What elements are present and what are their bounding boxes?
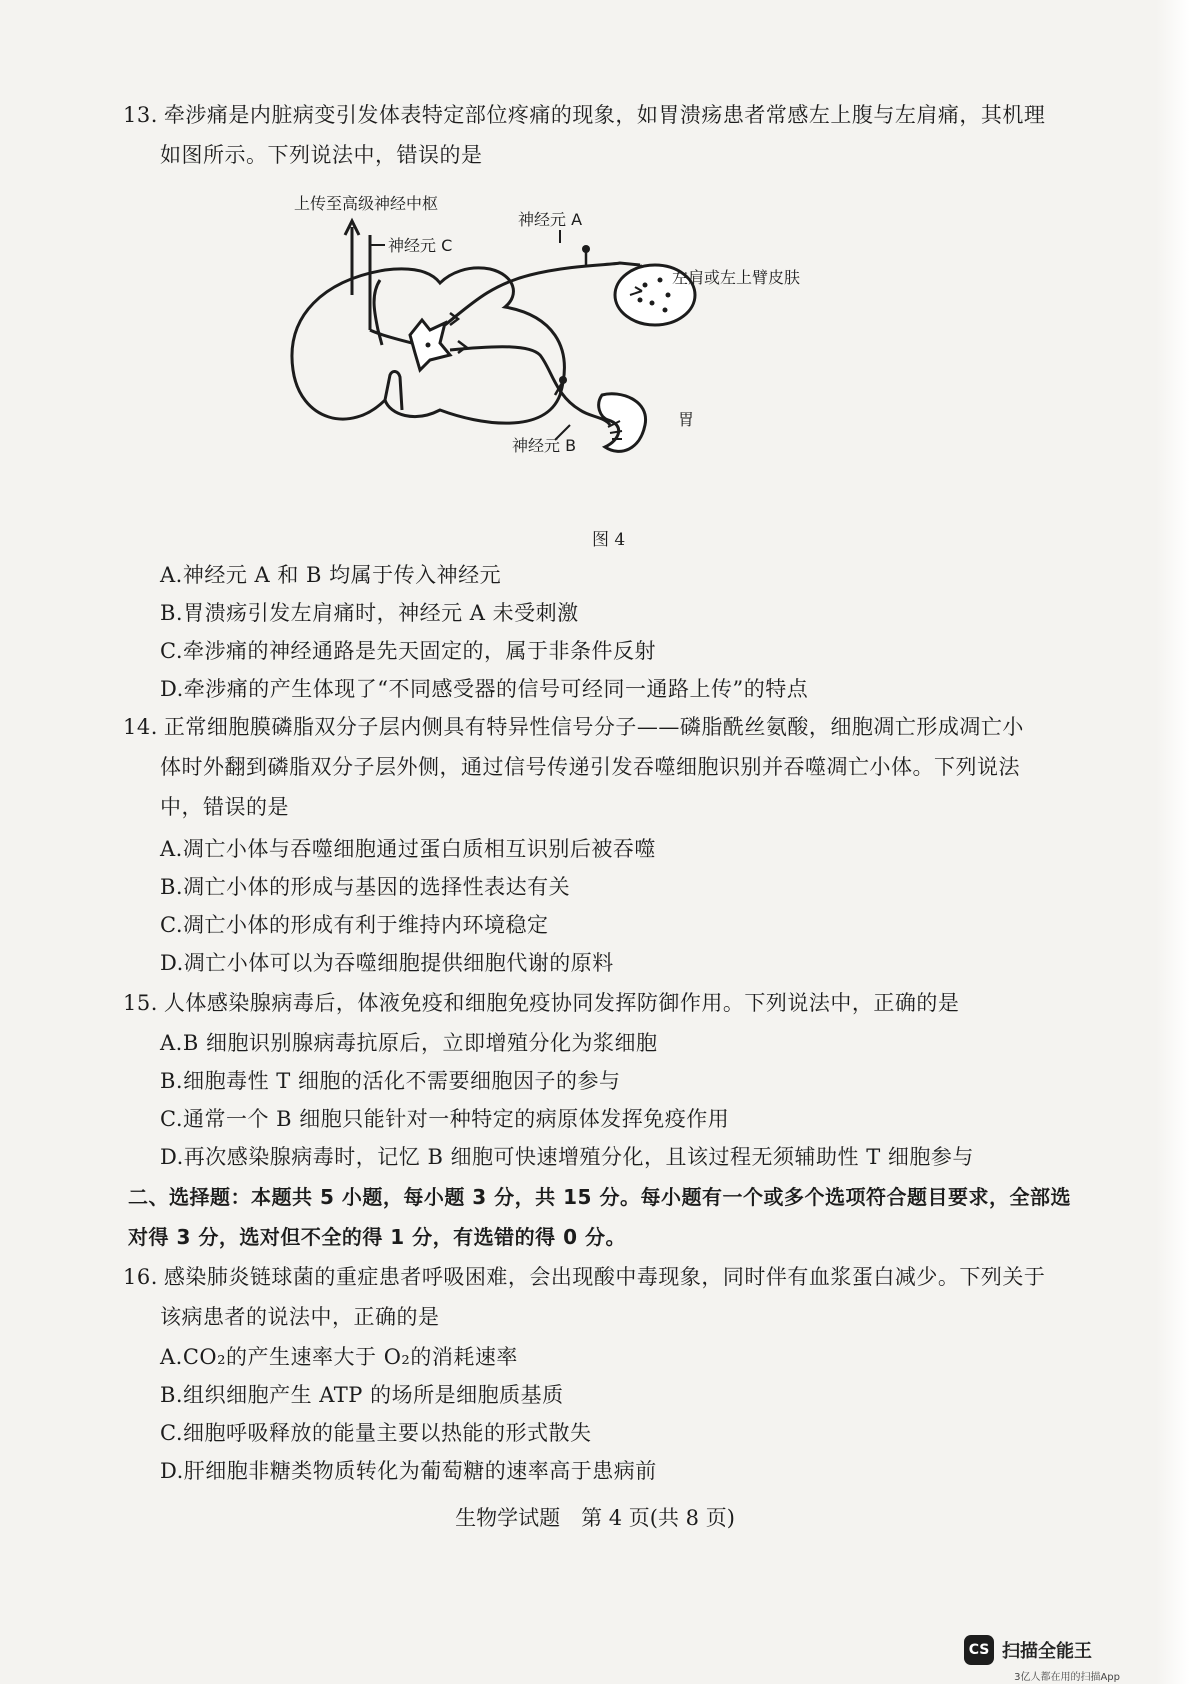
section2-line2: 对得 3 分，选对但不全的得 1 分，有选错的得 0 分。 [128,1225,627,1249]
q14-option-d: D.凋亡小体可以为吞噬细胞提供细胞代谢的原料 [160,951,614,975]
q13-number: 13. [123,103,158,127]
neuron-b-fiber [450,347,610,425]
scanner-app-name: 扫描全能王 [1002,1641,1092,1662]
scan-edge [1156,0,1190,1684]
q16-option-d: D.肝细胞非糖类物质转化为葡萄糖的速率高于患病前 [160,1459,657,1483]
page-footer: 生物学试题 第 4 页(共 8 页) [455,1506,735,1530]
scanner-tagline: 3亿人都在用的扫描App [1014,1672,1120,1683]
q13-option-b: B.胃溃疡引发左肩痛时，神经元 A 未受刺激 [160,601,579,625]
q16-option-a: A.CO₂的产生速率大于 O₂的消耗速率 [160,1345,518,1369]
cs-logo-icon: CS [964,1635,994,1665]
section2-line1: 二、选择题：本题共 5 小题，每小题 3 分，共 15 分。每小题有一个或多个选项符合题目要求，全部选 [128,1185,1071,1209]
q14-option-b: B.凋亡小体的形成与基因的选择性表达有关 [160,875,571,899]
label-up: 上传至高级神经中枢 [294,195,439,213]
label-neuron-a: 神经元 A [518,210,583,229]
q13-stem-line1: 13. 牵涉痛是内脏病变引发体表特定部位疼痛的现象，如胃溃疡患者常感左上腹与左肩痛，其机理 [123,103,1046,127]
q14-stem-line2: 体时外翻到磷脂双分子层外侧，通过信号传递引发吞噬细胞识别并吞噬凋亡小体。下列说法 [160,755,1020,779]
q13-stem-line2: 如图所示。下列说法中，错误的是 [160,143,483,167]
q16-stem-line2: 该病患者的说法中，正确的是 [160,1305,440,1329]
figure-caption: 图 4 [592,530,626,550]
q15-option-c: C.通常一个 B 细胞只能针对一种特定的病原体发挥免疫作用 [160,1107,730,1131]
label-skin: 左肩或左上臂皮肤 [672,268,801,287]
q13-option-c: C.牵涉痛的神经通路是先天固定的，属于非条件反射 [160,639,656,663]
q15-number: 15. [123,991,158,1015]
q15-option-b: B.细胞毒性 T 细胞的活化不需要细胞因子的参与 [160,1069,621,1093]
q15-option-a: A.B 细胞识别腺病毒抗原后，立即增殖分化为浆细胞 [160,1031,658,1055]
q13-option-a: A.神经元 A 和 B 均属于传入神经元 [160,563,502,587]
scanner-watermark [964,1635,1092,1665]
q15-option-d: D.再次感染腺病毒时，记忆 B 细胞可快速增殖分化，且该过程无须辅助性 T 细胞参与 [160,1145,974,1169]
q14-option-a: A.凋亡小体与吞噬细胞通过蛋白质相互识别后被吞噬 [160,837,656,861]
q13-option-d: D.牵涉痛的产生体现了“不同感受器的信号可经同一通路上传”的特点 [160,677,809,701]
q16-stem-line1: 16. 感染肺炎链球菌的重症患者呼吸困难，会出现酸中毒现象，同时伴有血浆蛋白减少。下列关于 [123,1265,1046,1289]
q14-stem-line3: 中，错误的是 [160,795,289,819]
q14-number: 14. [123,715,158,739]
label-stomach: 胃 [678,410,695,429]
label-neuron-b: 神经元 B [512,436,577,455]
q15-stem-line1: 15. 人体感染腺病毒后，体液免疫和细胞免疫协同发挥防御作用。下列说法中，正确的是 [123,991,960,1015]
q14-stem-line1: 14. 正常细胞膜磷脂双分子层内侧具有特异性信号分子——磷脂酰丝氨酸，细胞凋亡形成凋亡小 [123,715,1024,739]
q14-option-c: C.凋亡小体的形成有利于维持内环境稳定 [160,913,549,937]
neuron-a-fiber [445,263,640,325]
q16-option-c: C.细胞呼吸释放的能量主要以热能的形式散失 [160,1421,592,1445]
q16-option-b: B.组织细胞产生 ATP 的场所是细胞质基质 [160,1383,564,1407]
label-neuron-c: 神经元 C [388,236,453,255]
q16-number: 16. [123,1265,158,1289]
neural-pathway-diagram [290,195,910,505]
